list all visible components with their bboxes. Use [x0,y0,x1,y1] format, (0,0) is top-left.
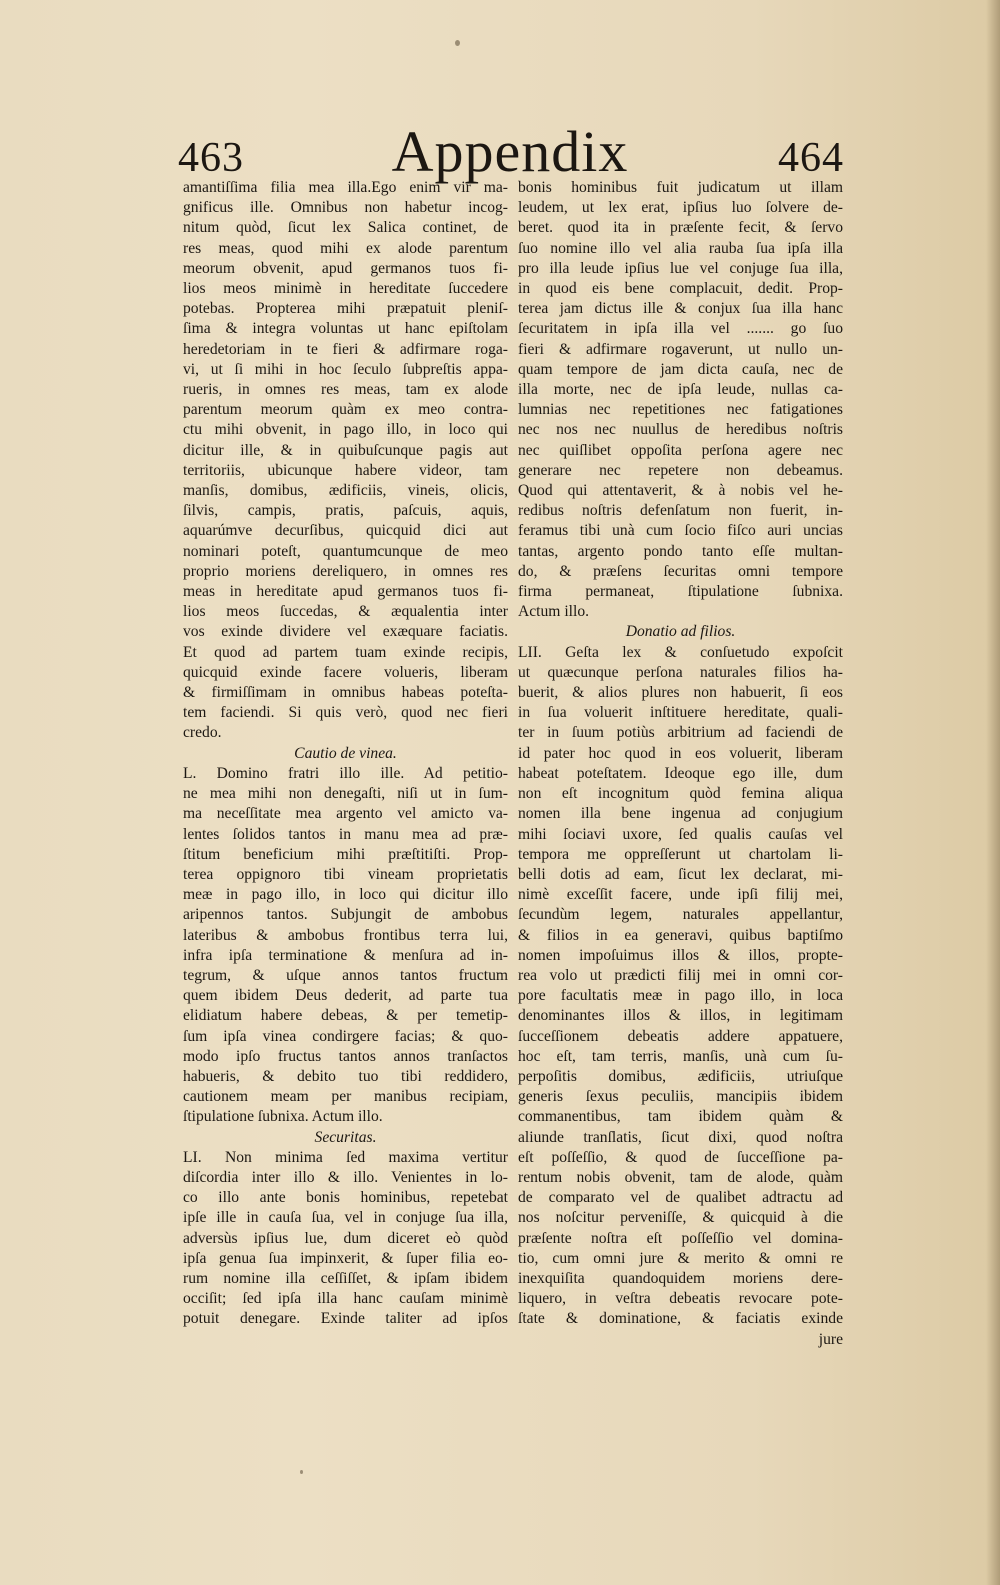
text-line: nomen impoſuimus illos & illos, propte- [518,946,843,964]
text-line: lios meos minimè in hereditate ſuccedere [183,280,508,298]
text-line: generare nec repetere non debeamus. [518,461,843,479]
text-line: Et quod ad partem tuam exinde recipis, [183,643,508,661]
text-line: belli dotis ad eam, ſicut lex declarat, mi- [518,865,843,883]
ink-speck [300,1470,303,1474]
text-line: nitum quòd, ſicut lex Salica continet, de [183,219,508,237]
text-line: habeat poteſtatem. Ideoque ego ille, dum [518,764,843,782]
text-line: in quod eis bene complacuit, dedit. Prop- [518,280,843,298]
text-line: heredetoriam in te fieri & adfirmare roga- [183,340,508,358]
text-line: lateribus & ambobus frontibus terra lui, [183,926,508,944]
text-line: ipſa genua ſua impinxerit, & ſuper filia eo- [183,1249,508,1267]
text-line: potebas. Propterea mihi præpatuit pleniſ- [183,300,508,318]
text-line: nimè exceſſit facere, unde ipſi filij mei, [518,886,843,904]
text-line: beret. quod ita in præſente fecit, & ſervo [518,219,843,237]
text-line: habueris, & debito tuo tibi reddidero, [183,1067,508,1085]
text-line: meas in hereditate apud germanos tuos fi- [183,583,508,601]
text-line: parentum meorum quàm ex meo contra- [183,401,508,419]
text-line: ipſe ille in cauſa ſua, vel in conjuge ſua illa, [183,1209,508,1227]
text-line: nomen illa bene ingenua ad conjugium [518,805,843,823]
ink-speck [455,40,460,46]
text-line: ſtate & dominatione, & faciatis exinde [518,1310,843,1328]
text-line: adversùs ipſius lue, dum diceret eò quòd [183,1229,508,1247]
text-line: quicquid exinde facere volueris, liberam [183,663,508,681]
section-heading: Donatio ad filios. [625,623,736,641]
text-line: aliunde tranſlatis, ſicut dixi, quod noſtra [518,1128,843,1146]
text-line: fieri & adfirmare rogaverunt, ut nullo un- [518,340,843,358]
text-line: lios meos ſuccedas, & æqualentia inter [183,603,508,621]
text-line: amantiſſima filia mea illa.Ego enim vir ma- [183,179,508,196]
text-line: potuit denegare. Exinde taliter ad ipſos [183,1310,508,1328]
text-line: id pater hoc quod in eos voluerit, liberam [518,744,843,762]
text-line: tio, cum omni jure & merito & omni re [518,1249,843,1267]
text-line: manſis, domibus, ædificiis, vineis, olicis, [183,482,508,500]
running-title: Appendix [391,119,629,184]
text-line: ſecuritatem in ipſa illa vel ....... go ſuo [518,320,843,338]
text-line: proprio moriens dereliquero, in omnes res [183,562,508,580]
text-line: eſt poſſeſſio, & quod de ſucceſſione pa- [518,1148,843,1166]
text-line: commanentibus, tam ibidem quàm & [518,1108,843,1126]
text-line: tempora me oppreſſerunt ut chartolam li- [518,845,843,863]
text-line: tantas, argento pondo tanto eſſe multan- [518,542,843,560]
text-line: meæ in pago illo, in loco qui dicitur illo [183,886,508,904]
text-line: cautionem meam per manibus recipiam, [183,1088,508,1106]
text-line: tem faciendi. Si quis verò, quod nec fieri [183,704,508,722]
text-line: quem ibidem Deus dederit, ad parte tua [183,987,508,1005]
text-line: illa morte, nec de ipſa leude, nullas ca- [518,381,843,399]
section-heading: Cautio de vinea. [294,744,397,762]
text-line: vi, ut ſi mihi in hoc ſeculo ſubpreſtis appa- [183,360,508,378]
text-line: LII. Geſta lex & conſuetudo expoſcit [518,643,843,661]
text-line: rentum nobis obvenit, tam de alode, quàm [518,1168,843,1186]
text-line: feramus tibi unà cum ſocio fiſco auri uncias [518,522,843,540]
text-line: ter in ſuum potiùs arbitrium ad faciendi de [518,724,843,742]
left-page-number: 463 [178,135,244,181]
text-line: ſtipulatione ſubnixa. Actum illo. [183,1108,383,1126]
text-line: dicitur ille, & in quibuſcunque pagis aut [183,441,508,459]
text-line: redibus noſtris defenſatum non fuerit, in- [518,502,843,520]
text-line: denominantes illos & illos, in legitimam [518,1007,843,1025]
text-line: elidiatum habere debeas, & per temetip- [183,1007,508,1025]
text-line: lumnias nec repetitiones nec fatigationes [518,401,843,419]
text-line: liquero, in veſtra debeatis revocare pote- [518,1290,843,1308]
text-line: infra ipſa terminatione & menſura ad in- [183,946,508,964]
text-line: rea volo ut prædicti filij mei in omni cor- [518,966,843,984]
text-line: res meas, quod mihi ex alode parentum [183,239,508,257]
text-line: tegrum, & uſque annos tantos fructum [183,966,508,984]
text-line: diſcordia inter illo & illo. Venientes in lo- [183,1168,508,1186]
text-line: do, & præſens ſecuritas omni tempore [518,562,843,580]
left-text-column [183,178,508,1330]
text-line: ut quæcunque perſona naturales filios ha- [518,663,843,681]
text-line: nominari poteſt, quantumcunque de meo [183,542,508,560]
text-line: & filios in ea generavi, quibus baptiſmo [518,926,843,944]
text-line: leudem, ut lex erat, ipſius luo ſolvere de- [518,199,843,217]
text-line: ſilvis, campis, pratis, paſcuis, aquis, [183,502,508,520]
text-line: nos noſcitur perveniſſe, & quicquid à die [518,1209,843,1227]
text-line: generis ſexus peculiis, mancipiis ibidem [518,1088,843,1106]
text-line: lentes ſolidos tantos in manu mea ad præ- [183,825,508,843]
text-line: de comparato vel de qualibet adtractu ad [518,1189,843,1207]
text-line: pore facultatis meæ in pago illo, in loca [518,987,843,1005]
text-line: aquarúmve decurſibus, quicquid dici aut [183,522,508,540]
text-line: præſente noſtra eſt poſſeſſio vel domina- [518,1229,843,1247]
text-line: Actum illo. [518,603,590,621]
text-line: pro illa leude ipſius lue vel conjuge ſua illa, [518,259,843,277]
text-line: terea oppignoro tibi vineam proprietatis [183,865,508,883]
text-line: firma permaneat, ſtipulatione ſubnixa. [518,583,843,601]
text-line: ma neceſſitate mea argento vel amicto va- [183,805,508,823]
section-heading: Securitas. [314,1128,377,1146]
text-line: vos exinde dividere vel exæquare faciatis. [183,623,508,641]
text-line: credo. [183,724,222,742]
text-line: ſtitum beneficium mihi præſtitiſti. Prop- [183,845,508,863]
text-line: in ſua voluerit inſtituere hereditate, quali- [518,704,843,722]
text-line: aripennos tantos. Subjungit de ambobus [183,906,508,924]
text-line: territoriis, ubicunque habere videor, tam [183,461,508,479]
text-line: ſuo nomine illo vel alia rauba ſua ipſa illa [518,239,843,257]
text-line: ctu mihi obvenit, in pago illo, in loco qui [183,421,508,439]
text-line: L. Domino fratri illo ille. Ad petitio- [183,764,508,782]
text-line: terea jam dictus ille & conjux ſua illa hanc [518,300,843,318]
catchword: jure [818,1330,843,1348]
text-line: meorum obvenit, apud germanos tuos fi- [183,259,508,277]
text-line: ſecundùm legem, naturales appellantur, [518,906,843,924]
text-line: & firmiſſimam in omnibus habeas poteſta- [183,684,508,702]
text-line: hoc eſt, tam terris, manſis, unà cum ſu- [518,1047,843,1065]
text-line: modo ipſo fructus tantos annos tranſactos [183,1047,508,1065]
text-line: ne mea mihi non denegaſti, niſi ut in ſum- [183,785,508,803]
text-line: gnificus ille. Omnibus non habetur incog- [183,199,508,217]
text-line: non eſt incognitum quòd femina aliqua [518,785,843,803]
text-line: occiſit; ſed ipſa illa hanc cauſam minimè [183,1290,508,1308]
text-line: Quod qui attentaverit, & à nobis vel he- [518,482,843,500]
text-line: ſum ipſa vinea condirgere facias; & quo- [183,1027,508,1045]
text-line: ſucceſſionem debeatis addere appatuere, [518,1027,843,1045]
text-line: nec quiſlibet oppoſita perſona agere nec [518,441,843,459]
text-line: rueris, in omnes res meas, tam ex alode [183,381,508,399]
text-line: bonis hominibus fuit judicatum ut illam [518,179,843,196]
text-line: mihi ſociavi uxore, ſed qualis cauſas vel [518,825,843,843]
text-line: inexquiſita quandoquidem moriens dere- [518,1269,843,1287]
text-line: perpoſitis domibus, ædificiis, utriuſque [518,1067,843,1085]
text-line: co illo ante bonis hominibus, repetebat [183,1189,508,1207]
text-line: buerit, & alios plures non habuerit, ſi eos [518,684,843,702]
text-line: quam tempore de jam dicta cauſa, nec de [518,360,843,378]
right-page-number: 464 [778,135,844,181]
text-line: LI. Non minima ſed maxima vertitur [183,1148,508,1166]
text-line: nec nos nec nuullus de heredibus noſtris [518,421,843,439]
text-line: ſima & integra voluntas ut hanc epiſtolam [183,320,508,338]
right-text-column [518,178,843,1350]
text-line: rum nomine illa ceſſiſſet, & ipſam ibidem [183,1269,508,1287]
page-binding-shadow [986,0,1000,1585]
